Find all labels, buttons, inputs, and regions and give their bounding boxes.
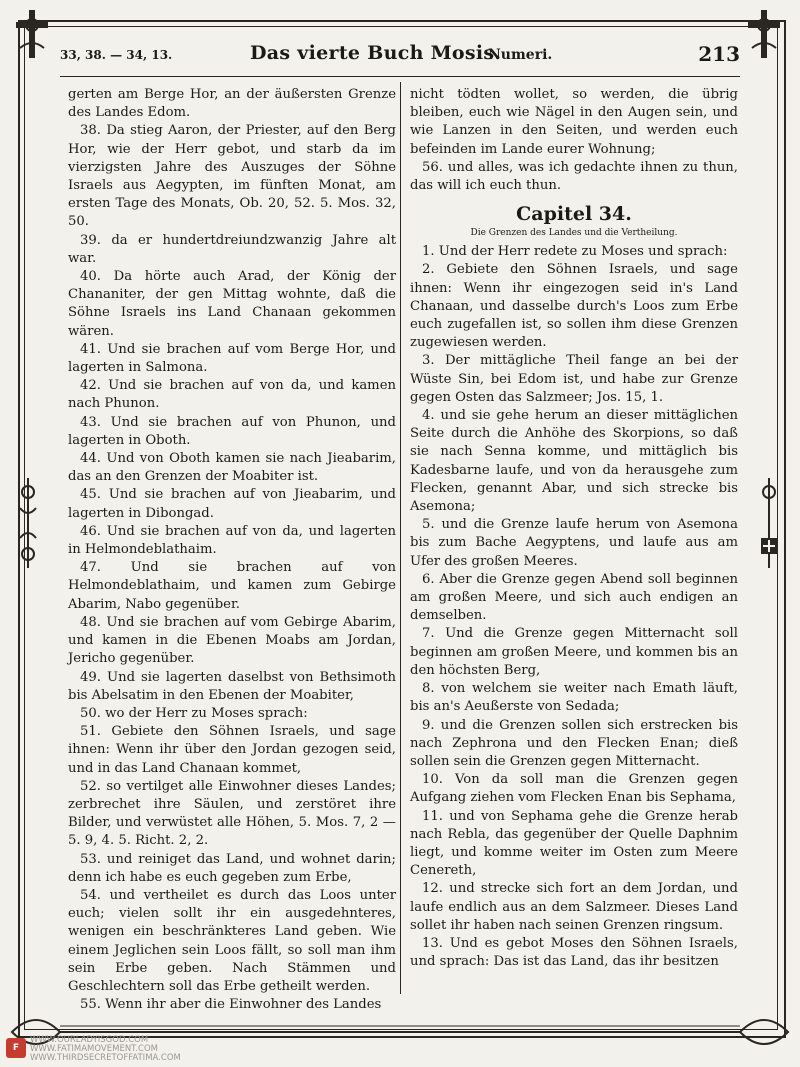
verse: 54. und vertheilet es durch das Loos unter euch; vielen sollt ihr ein ausgedehnteres, wenigen ein beschränkteres Land geben. Wie einem Jeglichen sein Loos fällt, so soll man ihm sein Erbe geben. Nach Stämmen und Geschlechtern soll das Erbe getheilt werden.	[68, 887, 396, 994]
verse: 56. und alles, was ich gedachte ihnen zu thun, das will ich euch thun.	[410, 159, 738, 194]
watermark-line: WWW.THIRDSECRETOFFATIMA.COM	[30, 1053, 181, 1063]
watermark	[6, 1035, 181, 1064]
verse: gerten am Berge Hor, an der äußersten Grenze des Landes Edom.	[68, 87, 396, 121]
verse: 10. Von da soll man die Grenzen gegen Aufgang ziehen vom Flecken Enan bis Sephama,	[410, 772, 738, 806]
verse: 55. Wenn ihr aber die Einwohner des Landes	[80, 997, 382, 1013]
verse: 43. Und sie brachen auf von Phunon, und lagerten in Oboth.	[68, 414, 396, 448]
verse: 52. so vertilget alle Einwohner dieses Landes; zerbrechet ihre Säulen, und zerstöret ihre Bilder, und verwüstet alle Höhen, 5. Mos. 7, 2 — 5. 9, 4. 5. Richt. 2, 2.	[68, 778, 396, 849]
verse: 50. wo der Herr zu Moses sprach:	[80, 705, 308, 721]
verse: 12. und strecke sich fort an dem Jordan, und laufe endlich aus an dem Salzmeer. Dieses Land sollet ihr haben nach seinen Grenzen ringsum.	[410, 881, 738, 933]
watermark-line: WWW.FATIMAMOVEMENT.COM	[30, 1044, 159, 1054]
verse: 48. Und sie brachen auf vom Gebirge Abarim, und kamen in die Ebenen Moabs am Jordan, Jericho gegenüber.	[68, 614, 396, 667]
verse: 51. Gebiete den Söhnen Israels, und sage ihnen: Wenn ihr über den Jordan gezogen seid, und in das Land Chanaan kommet,	[68, 724, 396, 776]
book-subtitle: Numeri.	[488, 47, 553, 63]
side-flourish-icon	[17, 478, 39, 568]
watermark-logo-icon: F	[6, 1038, 26, 1058]
verse: 11. und von Sephama gehe die Grenze herab nach Rebla, das gegenüber der Quelle Daphnim liegt, und komme weiter im Osten zum Meere Cenereth,	[410, 808, 738, 879]
right-column	[410, 86, 738, 971]
page-header	[60, 40, 740, 70]
chapter-subtitle: Die Grenzen des Landes und die Vertheilung.	[470, 228, 678, 239]
verse: 5. und die Grenze laufe herum von Asemona bis zum Bache Aegyptens, und laufe aus am Ufer des großen Meeres.	[410, 517, 738, 569]
cross-ornament-icon	[744, 8, 784, 60]
verse: 49. Und sie lagerten daselbst von Bethsimoth bis Abelsatim in den Ebenen der Moabiter,	[68, 669, 396, 703]
verse: 4. und sie gehe herum an dieser mittäglichen Seite durch die Anhöhe des Skorpions, so daß sie nach Senna komme, und mittäglich bis Kadesbarne laufe, und von da herausgehe zum Flecken, genannt Abar, und sich strecke bis Asemona;	[410, 408, 738, 515]
watermark-line: WWW.OURLADYISGOD.COM	[30, 1035, 149, 1045]
page-number: 213	[698, 42, 740, 66]
verse: 40. Da hörte auch Arad, der König der Chananiter, der gen Mittag wohnte, daß die Söhne Israels ins Land Chanaan gekommen wären.	[68, 269, 396, 339]
verse: 39. da er hundertdreiundzwanzig Jahre alt war.	[68, 232, 396, 266]
verse: 42. Und sie brachen auf von da, und kamen nach Phunon.	[68, 378, 396, 412]
verse: 53. und reiniget das Land, und wohnet darin; denn ich habe es euch gegeben zum Erbe,	[68, 851, 396, 885]
side-flourish-icon	[758, 478, 780, 568]
verse: 13. Und es gebot Moses den Söhnen Israels, und sprach: Das ist das Land, das ihr besitzen	[410, 935, 738, 970]
left-column	[68, 86, 396, 1014]
cross-ornament-icon	[12, 8, 52, 60]
verse: 2. Gebiete den Söhnen Israels, und sage ihnen: Wenn ihr eingezogen seid in's Land Chanaan, und dasselbe durch's Loos zum Erbe euch zugefallen ist, so sollen ihm diese Grenzen zugewiesen werden.	[410, 262, 738, 351]
verse: 44. Und von Oboth kamen sie nach Jieabarim, das an den Grenzen der Moabiter ist.	[68, 451, 396, 485]
verse: 38. Da stieg Aaron, der Priester, auf den Berg Hor, wie der Herr gebot, und starb da im vierzigsten Jahre des Auszuges der Söhne Israels aus Aegypten, im fünften Monat, am ersten Tage des Monats, Ob. 20, 52. 5. Mos. 32, 50.	[68, 123, 396, 230]
verse: 6. Aber die Grenze gegen Abend soll beginnen am großen Meere, und sich auch endigen an demselben.	[410, 571, 738, 624]
verse: 46. Und sie brachen auf von da, und lagerten in Helmondeblathaim.	[68, 523, 396, 558]
right-column-bottom	[410, 243, 738, 971]
verse: 9. und die Grenzen sollen sich erstrecken bis nach Zephrona und den Flecken Enan; dieß sollen sein die Grenzen gegen Mitternacht.	[410, 717, 738, 769]
verse: 1. Und der Herr redete zu Moses und sprach:	[422, 244, 728, 260]
book-title: Das vierte Buch Mosis.	[250, 42, 502, 64]
verse: nicht tödten wollet, so werden, die übrig bleiben, euch wie Nägel in den Augen sein, und wie Lanzen in den Seiten, und werden euch befeinden im Lande eurer Wohnung;	[410, 87, 738, 157]
verse: 41. Und sie brachen auf vom Berge Hor, und lagerten in Salmona.	[68, 341, 396, 376]
verse: 7. Und die Grenze gegen Mitternacht soll beginnen am großen Meere, und kommen bis an den höchsten Berg,	[410, 626, 738, 678]
verse-range: 33, 38. — 34, 13.	[60, 48, 173, 62]
verse: 8. von welchem sie weiter nach Emath läuft, bis an's Aeußerste von Sedada;	[410, 681, 738, 715]
verse: 3. Der mittägliche Theil fange an bei der Wüste Sin, bei Edom ist, und habe zur Grenze gegen Osten das Salzmeer; Jos. 15, 1.	[410, 353, 738, 405]
verse: 45. Und sie brachen auf von Jieabarim, und lagerten in Dibongad.	[68, 487, 396, 521]
column-divider	[400, 82, 401, 994]
header-rule	[60, 76, 740, 77]
verse: 47. Und sie brachen auf von Helmondeblathaim, und kamen zum Gebirge Abarim, Nabo gegenüber.	[68, 560, 396, 612]
right-column-top	[410, 86, 738, 195]
chapter-title: Capitel 34.	[516, 203, 632, 226]
